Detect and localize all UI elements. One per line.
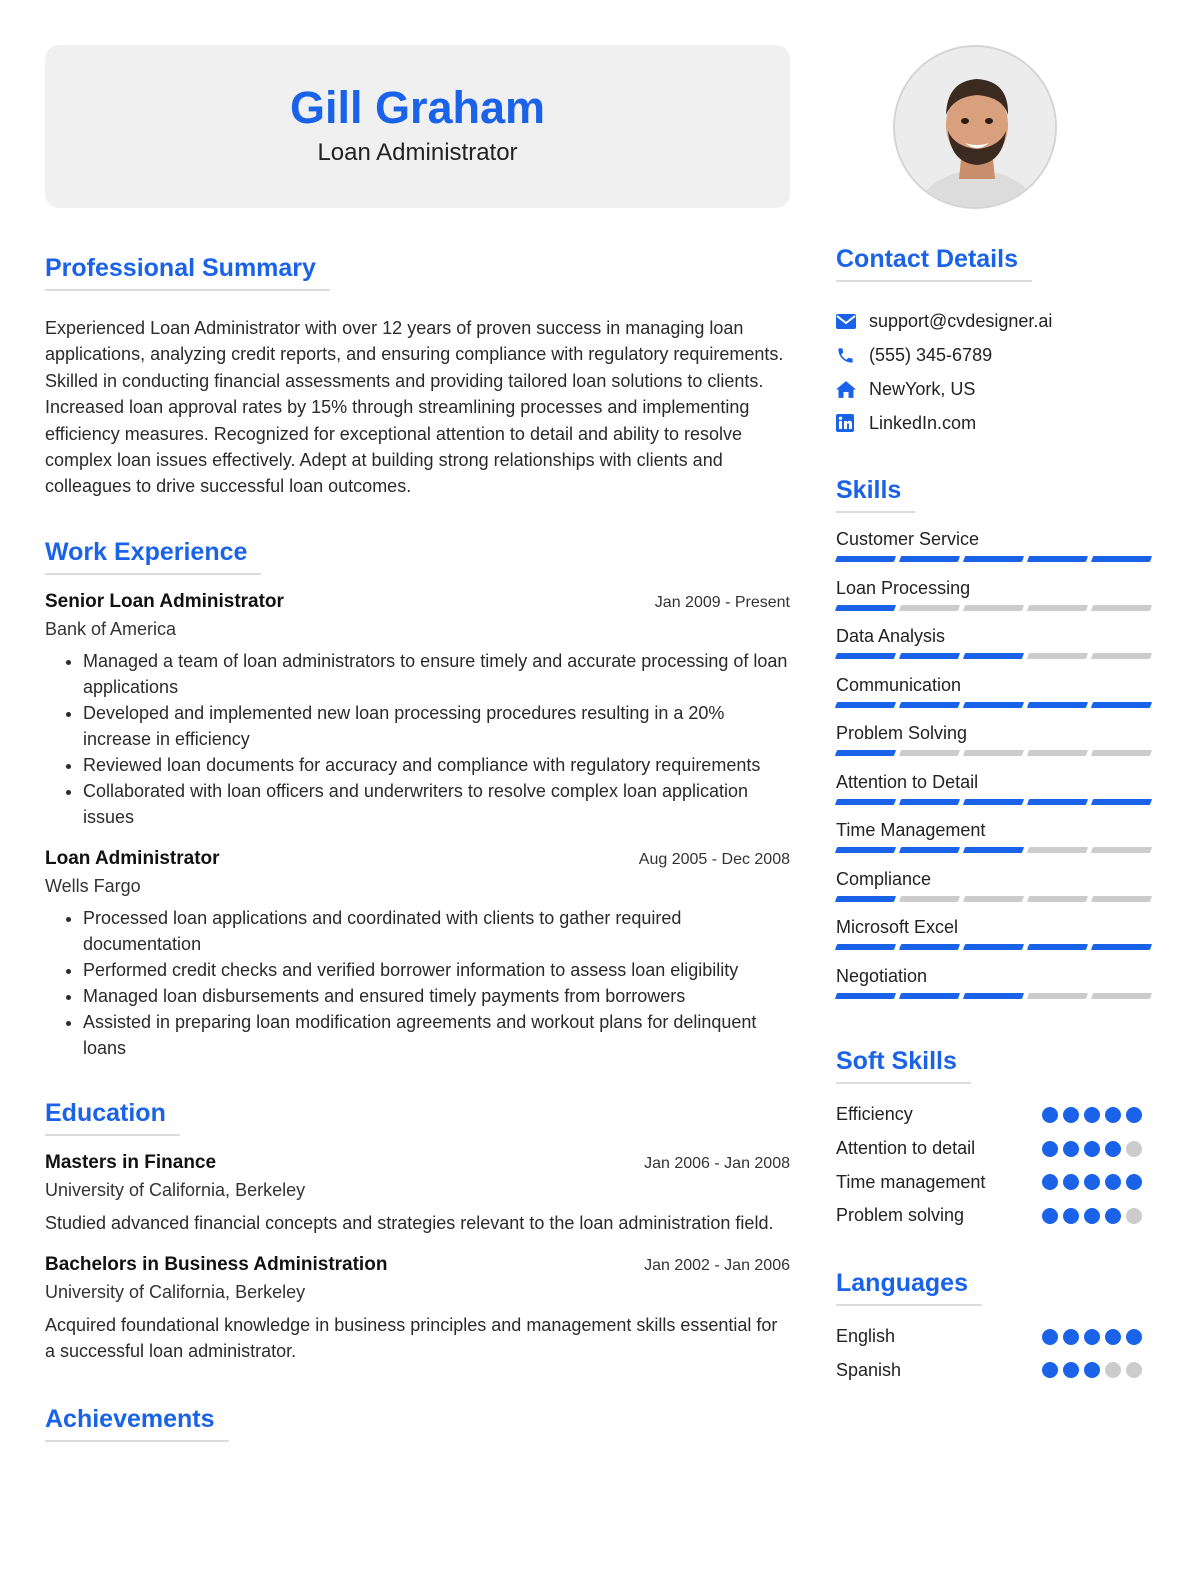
education-description: Studied advanced financial concepts and strategies relevant to the loan administration field. xyxy=(45,1212,774,1233)
skill-level-bar xyxy=(836,556,1156,562)
skill-level-bar xyxy=(836,993,1156,999)
contact-linkedin[interactable] xyxy=(836,406,1156,440)
languages-item xyxy=(836,1320,1156,1354)
candidate-name: Gill Graham xyxy=(289,82,546,133)
skill-item xyxy=(836,818,1156,867)
envelope-icon xyxy=(836,314,869,329)
profile-photo xyxy=(893,45,1057,209)
skill-item xyxy=(836,576,1156,625)
skill-name: Compliance xyxy=(836,868,932,889)
skill-level-segment xyxy=(963,653,1024,659)
rating-dot xyxy=(1105,1107,1121,1123)
skill-level-bar xyxy=(836,944,1156,950)
skill-level-segment xyxy=(899,702,960,708)
job-title: Senior Loan Administrator xyxy=(45,590,284,612)
skill-name: Communication xyxy=(836,674,962,695)
skill-level-segment xyxy=(1027,993,1088,999)
rating-dot xyxy=(1063,1174,1079,1190)
contact-location xyxy=(836,372,1156,406)
rating-dot xyxy=(1063,1107,1079,1123)
rating-dot xyxy=(1126,1174,1142,1190)
rating-dot xyxy=(1042,1362,1058,1378)
education-dates: Jan 2002 - Jan 2006 xyxy=(644,1257,790,1275)
skill-item xyxy=(836,673,1156,722)
phone-icon xyxy=(836,346,869,365)
skills-heading: Skills xyxy=(836,476,915,513)
rating-dot xyxy=(1042,1208,1058,1224)
rating-dot xyxy=(1063,1141,1079,1157)
rating-dot xyxy=(1084,1174,1100,1190)
education-entry xyxy=(45,1152,790,1237)
skill-level-segment xyxy=(835,605,896,611)
sidebar-column xyxy=(836,245,1156,1387)
rating-dot xyxy=(1042,1174,1058,1190)
skill-item xyxy=(836,624,1156,673)
skill-name: Negotiation xyxy=(836,965,928,986)
rating-dot xyxy=(1126,1208,1142,1224)
home-icon xyxy=(836,381,869,398)
languages-rating xyxy=(1042,1362,1142,1378)
skill-level-bar xyxy=(836,653,1156,659)
skill-level-segment xyxy=(1091,944,1152,950)
skill-level-segment xyxy=(899,556,960,562)
job-bullet: • Assisted in preparing loan modification agreements and workout plans for delinquent loans xyxy=(83,1009,790,1061)
soft-skills-section xyxy=(836,1047,1156,1233)
rating-dot xyxy=(1042,1141,1058,1157)
skill-level-segment xyxy=(1027,702,1088,708)
skill-level-bar xyxy=(836,702,1156,708)
soft_skills-name: Attention to detail xyxy=(836,1138,976,1159)
rating-dot xyxy=(1105,1174,1121,1190)
job-company: Wells Fargo xyxy=(45,875,141,896)
skill-level-segment xyxy=(1027,653,1088,659)
rating-dot xyxy=(1063,1362,1079,1378)
education-dates: Jan 2006 - Jan 2008 xyxy=(644,1154,790,1172)
rating-dot xyxy=(1126,1329,1142,1345)
skill-level-segment xyxy=(963,750,1024,756)
education-heading: Education xyxy=(45,1099,180,1136)
skill-level-segment xyxy=(963,993,1024,999)
skill-level-segment xyxy=(899,896,960,902)
job-dates: Aug 2005 - Dec 2008 xyxy=(638,850,790,868)
phone-text: (555) 345-6789 xyxy=(869,344,993,365)
contact-phone[interactable] xyxy=(836,338,1156,372)
skill-name: Data Analysis xyxy=(836,626,946,646)
achievements-heading: Achievements xyxy=(45,1405,229,1442)
job-bullet: • Developed and implemented new loan processing procedures resulting in a 20% increase in efficiency xyxy=(83,700,790,752)
job-bullet: • Processed loan applications and coordinated with clients to gather required documentation xyxy=(83,905,790,957)
skill-level-segment xyxy=(1027,847,1088,853)
job-bullet: • Performed credit checks and verified borrower information to assess loan eligibility xyxy=(83,957,790,983)
soft_skills-name: Efficiency xyxy=(836,1104,913,1125)
languages-list xyxy=(836,1320,1156,1387)
resume-header xyxy=(45,45,790,208)
school-name: University of California, Berkeley xyxy=(45,1179,306,1200)
skill-level-bar xyxy=(836,750,1156,756)
skill-level-segment xyxy=(1091,896,1152,902)
skill-name: Microsoft Excel xyxy=(836,917,959,937)
skill-level-segment xyxy=(899,944,960,950)
skill-level-bar xyxy=(836,896,1156,902)
skill-level-segment xyxy=(963,556,1024,562)
education-description: Acquired foundational knowledge in business principles and management skills essential for a successful loan administrator. xyxy=(45,1315,778,1362)
skill-level-segment xyxy=(899,653,960,659)
rating-dot xyxy=(1084,1107,1100,1123)
degree-title: Masters in Finance xyxy=(45,1151,217,1173)
soft_skills-rating xyxy=(1042,1208,1142,1224)
languages-rating xyxy=(1042,1329,1142,1345)
job-bullet: • Reviewed loan documents for accuracy and compliance with regulatory requirements xyxy=(83,752,790,778)
skill-level-segment xyxy=(835,702,896,708)
email-text: support@cvdesigner.ai xyxy=(869,310,1053,331)
summary-section xyxy=(45,254,790,500)
skill-name: Time Management xyxy=(836,820,986,840)
skill-level-segment xyxy=(899,750,960,756)
skill-item xyxy=(836,770,1156,819)
skill-item xyxy=(836,964,1156,1013)
skill-level-segment xyxy=(963,847,1024,853)
languages-name: English xyxy=(836,1326,896,1347)
languages-name: Spanish xyxy=(836,1359,902,1380)
contact-section xyxy=(836,245,1156,440)
rating-dot xyxy=(1042,1329,1058,1345)
achievements-section xyxy=(45,1405,790,1442)
candidate-title: Loan Administrator xyxy=(317,139,518,166)
job-entry xyxy=(45,591,790,830)
soft-skills-list xyxy=(836,1098,1156,1233)
skill-level-segment xyxy=(1091,750,1152,756)
skill-level-segment xyxy=(1091,605,1152,611)
rating-dot xyxy=(1105,1141,1121,1157)
languages-section xyxy=(836,1269,1156,1387)
skill-level-segment xyxy=(963,702,1024,708)
skill-level-segment xyxy=(1027,896,1088,902)
soft-skills-heading: Soft Skills xyxy=(836,1047,971,1084)
education-section xyxy=(45,1099,790,1365)
contact-heading: Contact Details xyxy=(836,245,1032,282)
rating-dot xyxy=(1042,1107,1058,1123)
linkedin-icon xyxy=(836,414,869,432)
rating-dot xyxy=(1126,1362,1142,1378)
job-entry xyxy=(45,848,790,1061)
skill-level-segment xyxy=(835,993,896,999)
soft_skills-rating xyxy=(1042,1141,1142,1157)
skill-name: Attention to Detail xyxy=(836,771,979,792)
skill-level-segment xyxy=(899,847,960,853)
rating-dot xyxy=(1105,1329,1121,1345)
skill-item xyxy=(836,527,1156,576)
skill-level-segment xyxy=(835,896,896,902)
skill-level-segment xyxy=(1091,556,1152,562)
skill-level-bar xyxy=(836,847,1156,853)
skill-level-segment xyxy=(899,605,960,611)
skill-level-segment xyxy=(963,605,1024,611)
contact-email[interactable] xyxy=(836,304,1156,338)
rating-dot xyxy=(1126,1107,1142,1123)
education-entry xyxy=(45,1254,790,1364)
skill-level-segment xyxy=(1091,702,1152,708)
skill-level-segment xyxy=(1027,799,1088,805)
skill-level-segment xyxy=(835,556,896,562)
skill-level-segment xyxy=(835,847,896,853)
skill-level-segment xyxy=(1091,847,1152,853)
summary-heading: Professional Summary xyxy=(45,254,330,291)
soft_skills-item xyxy=(836,1132,1156,1166)
skill-level-segment xyxy=(1091,799,1152,805)
skill-level-segment xyxy=(835,653,896,659)
skill-level-segment xyxy=(1091,993,1152,999)
job-bullets xyxy=(45,905,790,1061)
degree-title: Bachelors in Business Administration xyxy=(45,1254,388,1276)
skill-level-bar xyxy=(836,799,1156,805)
languages-item xyxy=(836,1353,1156,1387)
skill-name: Loan Processing xyxy=(836,577,971,598)
job-bullet: • Managed loan disbursements and ensured timely payments from borrowers xyxy=(83,983,790,1009)
rating-dot xyxy=(1126,1141,1142,1157)
soft_skills-name: Problem solving xyxy=(836,1205,965,1226)
skill-level-segment xyxy=(963,896,1024,902)
skill-level-segment xyxy=(835,799,896,805)
rating-dot xyxy=(1084,1329,1100,1345)
skill-name: Customer Service xyxy=(836,529,980,549)
rating-dot xyxy=(1084,1208,1100,1224)
skills-section xyxy=(836,476,1156,1012)
job-dates: Jan 2009 - Present xyxy=(654,593,790,611)
soft_skills-rating xyxy=(1042,1174,1142,1190)
soft_skills-rating xyxy=(1042,1107,1142,1123)
job-bullet: • Managed a team of loan administrators to ensure timely and accurate processing of loan applications xyxy=(83,648,790,700)
person-avatar-icon xyxy=(895,47,1057,209)
soft_skills-item xyxy=(836,1199,1156,1233)
job-company: Bank of America xyxy=(45,618,177,639)
linkedin-text: LinkedIn.com xyxy=(869,412,977,433)
rating-dot xyxy=(1063,1329,1079,1345)
soft_skills-name: Time management xyxy=(836,1171,986,1192)
summary-text: Experienced Loan Administrator with over 12 years of proven success in managing loan applications, analyzing credit reports, and ensuring compliance with regulatory requirements. Skilled in conducting financial assessments and providing tailored loan solutions to clients. Increased loan approval rates by 15% through streamlining processes and implementing efficiency measures. Recognized for exceptional attention to detail and ability to resolve complex loan issues effectively. Adept at building strong relationships with clients and colleagues to drive successful loan outcomes. xyxy=(45,318,784,497)
skill-level-segment xyxy=(1091,653,1152,659)
skill-level-segment xyxy=(963,799,1024,805)
skill-level-segment xyxy=(835,944,896,950)
rating-dot xyxy=(1063,1208,1079,1224)
soft_skills-item xyxy=(836,1098,1156,1132)
job-bullet: • Collaborated with loan officers and underwriters to resolve complex loan application issues xyxy=(83,778,790,830)
languages-heading: Languages xyxy=(836,1269,982,1306)
skill-level-segment xyxy=(1027,556,1088,562)
skill-level-segment xyxy=(963,944,1024,950)
skill-level-segment xyxy=(1027,605,1088,611)
skill-level-segment xyxy=(835,750,896,756)
rating-dot xyxy=(1084,1362,1100,1378)
job-bullets xyxy=(45,648,790,830)
experience-section xyxy=(45,538,790,1061)
rating-dot xyxy=(1105,1362,1121,1378)
skill-level-segment xyxy=(899,993,960,999)
skill-name: Problem Solving xyxy=(836,723,968,743)
rating-dot xyxy=(1105,1208,1121,1224)
skill-level-bar xyxy=(836,605,1156,611)
location-text: NewYork, US xyxy=(869,378,976,399)
skill-level-segment xyxy=(1027,944,1088,950)
skills-list xyxy=(836,527,1156,1012)
experience-heading: Work Experience xyxy=(45,538,261,575)
skill-item xyxy=(836,867,1156,916)
soft_skills-item xyxy=(836,1165,1156,1199)
skill-level-segment xyxy=(1027,750,1088,756)
rating-dot xyxy=(1084,1141,1100,1157)
skill-item xyxy=(836,915,1156,964)
skill-level-segment xyxy=(899,799,960,805)
main-column xyxy=(45,45,790,1442)
job-title: Loan Administrator xyxy=(45,847,220,869)
skill-item xyxy=(836,721,1156,770)
school-name: University of California, Berkeley xyxy=(45,1282,306,1303)
